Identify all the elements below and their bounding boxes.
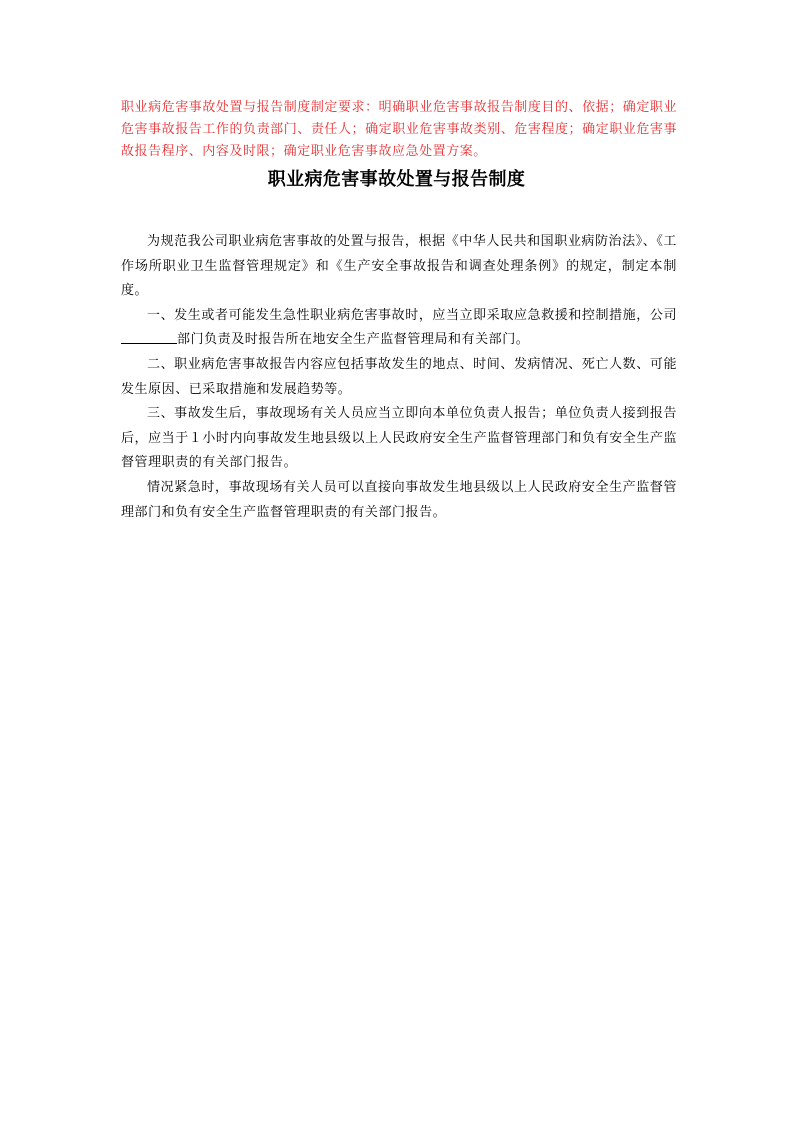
document-body — [121, 230, 677, 525]
item-2-paragraph: 二、职业病危害事故报告内容应包括事故发生的地点、时间、发病情况、死亡人数、可能发生原因、已采取措施和发展趋势等。 — [121, 356, 677, 397]
intro-paragraph: 为规范我公司职业病危害事故的处置与报告，根据《中华人民共和国职业病防治法》、《工作场所职业卫生监督管理规定》和《生产安全事故报告和调查处理条例》的规定，制定本制度。 — [121, 234, 677, 299]
item-1-text-after-blank: 部门负责及时报告所在地安全生产监督管理局和有关部门。 — [177, 332, 530, 348]
emergency-paragraph: 情况紧急时，事故现场有关人员可以直接向事故发生地县级以上人民政府安全生产监督管理部门和负有安全生产监督管理职责的有关部门报告。 — [121, 479, 677, 520]
item-3-paragraph: 三、事故发生后，事故现场有关人员应当立即向本单位负责人报告；单位负责人接到报告后，应当于１小时内向事故发生地县级以上人民政府安全生产监督管理部门和负有安全生产监督管理职责的有关部门报告。 — [121, 406, 677, 471]
item-1-paragraph — [121, 304, 677, 353]
document-title: 职业病危害事故处置与报告制度 — [267, 169, 526, 190]
requirement-note: 职业病危害事故处置与报告制度制定要求：明确职业危害事故报告制度目的、依据；确定职业危害事故报告工作的负责部门、责任人；确定职业危害事故类别、危害程度；确定职业危害事故报告程序、内容及时限；确定职业危害事故应急处置方案。 — [121, 100, 677, 159]
item-1-text-before-blank: 一、发生或者可能发生急性职业病危害事故时，应当立即采取应急救援和控制措施，公司 — [147, 307, 677, 323]
department-blank-line — [121, 330, 177, 344]
